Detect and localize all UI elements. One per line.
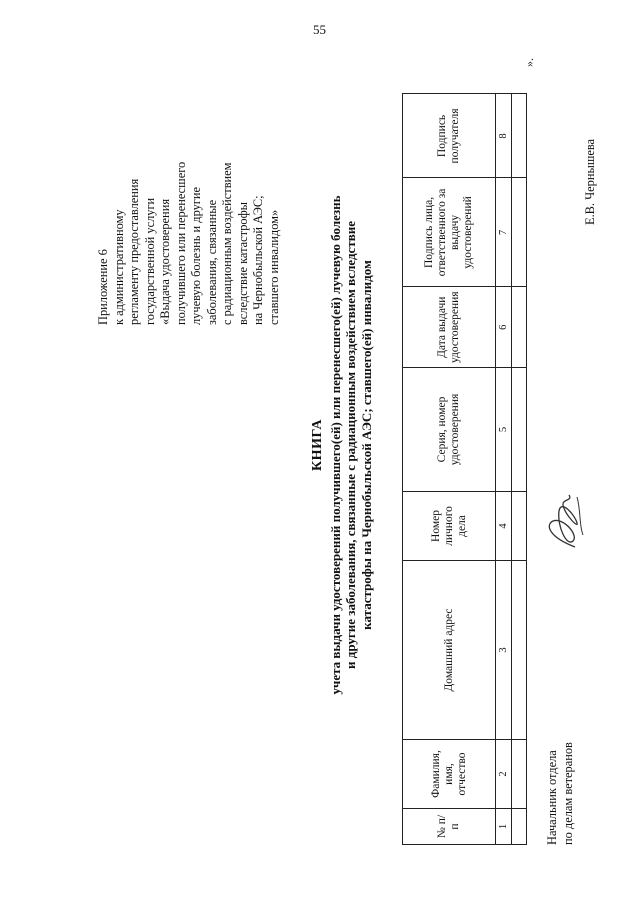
appendix-line: регламенту предоставления: [127, 178, 141, 325]
header-cell-recipient-signature: Подпись получателя: [403, 94, 496, 178]
empty-row: [512, 94, 527, 845]
appendix-line: государственной услуги: [142, 197, 157, 325]
empty-cell: [512, 492, 527, 561]
appendix-line: Приложение 6: [96, 249, 110, 325]
empty-cell: [512, 561, 527, 740]
column-number: 2: [496, 740, 512, 809]
appendix-line: заболевания, связанные: [204, 199, 219, 325]
registry-table: [402, 93, 527, 845]
empty-cell: [512, 740, 527, 809]
empty-cell: [512, 94, 527, 178]
appendix-line: лучевую болезнь и другие: [189, 186, 203, 325]
column-number: 3: [496, 561, 512, 740]
appendix-note: [96, 65, 282, 325]
header-cell-certificate-number: Серия, номер удостоверения: [403, 368, 496, 492]
header-cell-full-name: Фамилия, имя, отчество: [403, 740, 496, 809]
empty-cell: [512, 809, 527, 845]
empty-cell: [512, 368, 527, 492]
appendix-line: вследствие катастрофы: [235, 202, 250, 325]
column-number-row: [496, 94, 512, 845]
signer-name: Е.В. Чернышева: [583, 138, 597, 225]
handwritten-signature-icon: [539, 485, 589, 555]
title-heading: КНИГА: [310, 419, 325, 471]
empty-cell: [512, 287, 527, 368]
header-cell-issue-date: Дата выдачи удостоверения: [403, 287, 496, 368]
column-number: 4: [496, 492, 512, 561]
header-cell-case-number: Номер личного дела: [403, 492, 496, 561]
closing-quote-mark: ».: [522, 58, 536, 67]
appendix-line: «Выдача удостоверения: [158, 198, 172, 325]
signer-position-line: по делам ветеранов: [560, 742, 575, 845]
header-cell-number: № п/п: [403, 809, 496, 845]
empty-cell: [512, 178, 527, 287]
title-line: учета выдачи удостоверений получившего(ей) или перенесшего(ей) лучевую болезнь: [327, 195, 343, 695]
document-title: [310, 85, 374, 805]
title-line: и другие заболевания, связанные с радиационным воздействием вследствие: [343, 221, 358, 669]
column-number: 6: [496, 287, 512, 368]
appendix-line: на Чернобыльской АЭС;: [251, 195, 265, 325]
signature-block: [545, 45, 597, 845]
title-line: катастрофы на Чернобыльской АЭС; ставшего(ей) инвалидом: [358, 260, 374, 630]
signer-position: [545, 742, 576, 845]
header-cell-address: Домашний адрес: [403, 561, 496, 740]
header-cell-issuer-signature: Подпись лица, ответственного за выдачу удостоверений: [403, 178, 496, 287]
signer-position-line: Начальник отдела: [545, 750, 559, 845]
column-number: 5: [496, 368, 512, 492]
appendix-line: с радиационным воздействием: [220, 162, 234, 325]
appendix-line: к административному: [111, 209, 126, 325]
table-header-row: [403, 94, 496, 845]
page-number: 55: [313, 22, 326, 37]
column-number: 7: [496, 178, 512, 287]
appendix-line: получившего или перенесшего: [173, 161, 188, 325]
column-number: 1: [496, 809, 512, 845]
column-number: 8: [496, 94, 512, 178]
appendix-line: ставшего инвалидом»: [266, 209, 281, 325]
